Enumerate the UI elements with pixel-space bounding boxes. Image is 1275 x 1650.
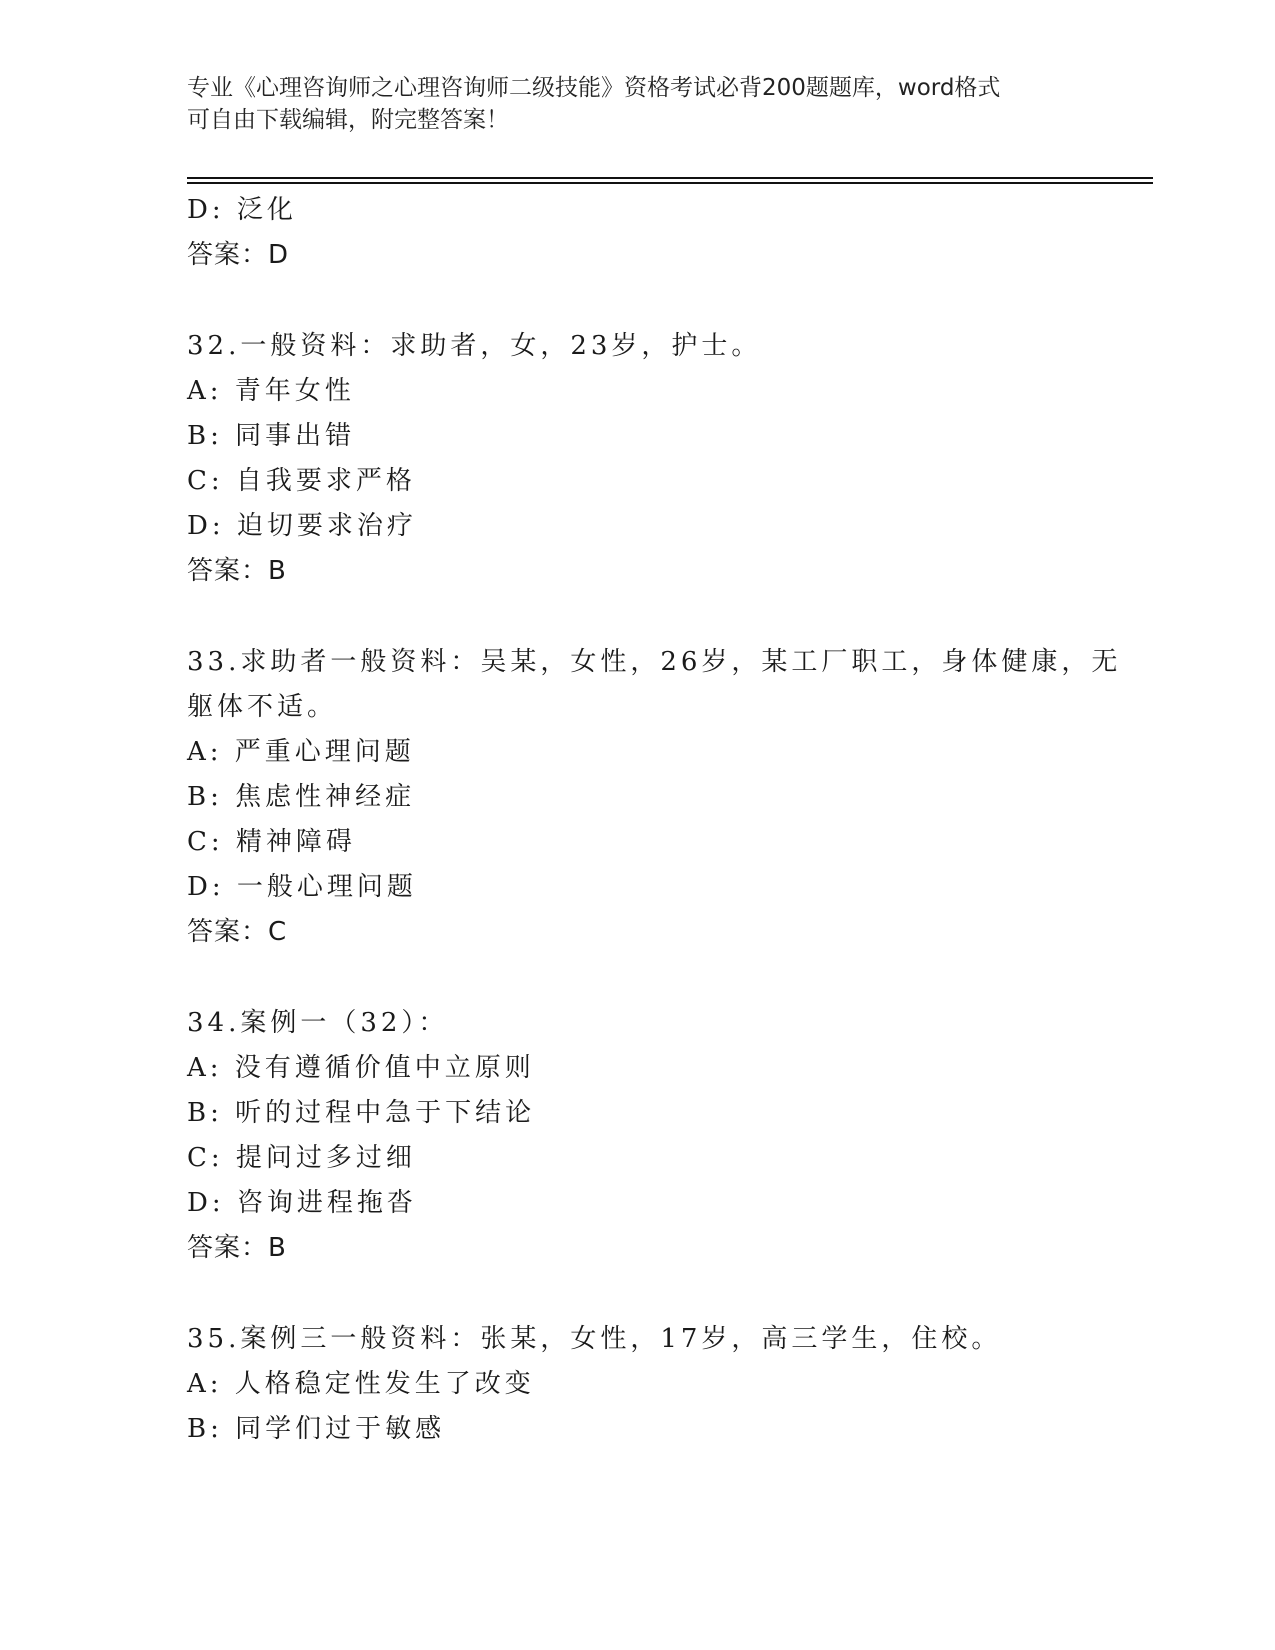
question-stem-line-2: 躯体不适。	[187, 692, 338, 722]
option-c: C: 精神障碍	[187, 827, 356, 857]
answer: 答案：C	[187, 917, 288, 947]
option-a: A: 严重心理问题	[187, 737, 415, 767]
header-divider-top	[187, 177, 1153, 179]
option-a: A: 没有遵循价值中立原则	[187, 1053, 535, 1083]
answer: 答案：B	[187, 556, 287, 586]
answer: 答案：D	[187, 240, 290, 270]
option-b: B: 同学们过于敏感	[187, 1414, 446, 1444]
answer: 答案：B	[187, 1233, 287, 1263]
header-divider-bottom	[187, 182, 1153, 184]
question-35	[187, 1317, 1127, 1452]
option-d: D: 迫切要求治疗	[187, 511, 417, 541]
question-33	[187, 640, 1127, 955]
previous-question-tail	[187, 188, 1127, 278]
question-stem: 32.一般资料：求助者，女，23岁，护士。	[187, 331, 762, 361]
question-34	[187, 1001, 1127, 1271]
option-d: D: 一般心理问题	[187, 872, 417, 902]
question-stem: 35.案例三一般资料：张某，女性，17岁，高三学生，住校。	[187, 1324, 1002, 1354]
question-32	[187, 324, 1127, 594]
question-list	[187, 188, 1127, 1452]
option-a: A: 青年女性	[187, 376, 355, 406]
option-b: B: 焦虑性神经症	[187, 782, 416, 812]
option-d: D: 泛化	[187, 195, 297, 225]
question-stem-line-1: 33.求助者一般资料：吴某，女性，26岁，某工厂职工，身体健康，无	[187, 647, 1122, 677]
option-c: C: 提问过多过细	[187, 1143, 416, 1173]
option-b: B: 听的过程中急于下结论	[187, 1098, 536, 1128]
option-d: D: 咨询进程拖沓	[187, 1188, 417, 1218]
header-line-2: 可自由下载编辑，附完整答案！	[187, 107, 509, 133]
option-b: B: 同事出错	[187, 421, 356, 451]
option-a: A: 人格稳定性发生了改变	[187, 1369, 535, 1399]
document-header	[187, 72, 1087, 136]
option-c: C: 自我要求严格	[187, 466, 416, 496]
question-stem: 34.案例一（32）：	[187, 1008, 449, 1038]
header-line-1: 专业《心理咨询师之心理咨询师二级技能》资格考试必背200题题库，word格式	[187, 75, 1001, 101]
